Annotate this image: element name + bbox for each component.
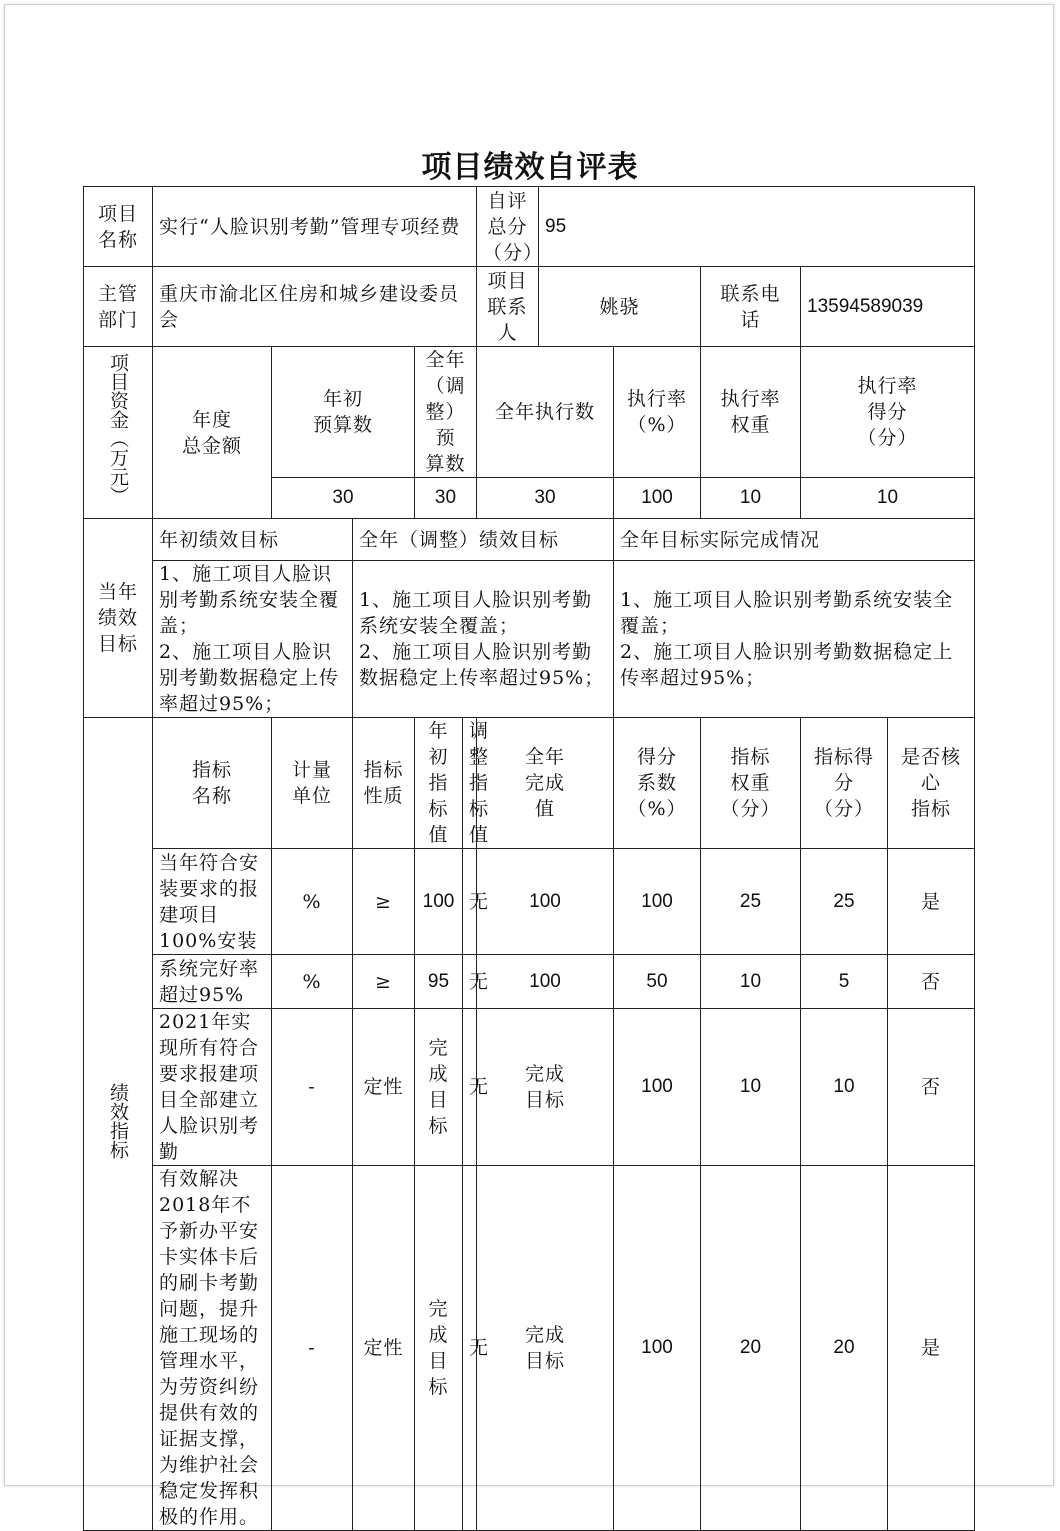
- goals-label: 当年 绩效 目标: [84, 519, 153, 718]
- indicator-row: [84, 1166, 975, 1531]
- goals-text-actual: 1、施工项目人脸识别考勤系统安装全覆盖； 2、施工项目人脸识别考勤数据稳定上传率超过95%；: [614, 561, 975, 718]
- self-score-label: 自评 总分 （分）: [477, 187, 539, 267]
- indicator-coef: 100: [614, 1009, 701, 1166]
- indicator-header-unit: 计量 单位: [272, 718, 353, 849]
- indicator-header-coef: 得分 系数 （%）: [614, 718, 701, 849]
- funds-label-cell: [84, 347, 153, 519]
- phone-label: 联系电 话: [701, 267, 801, 347]
- indicator-adjusted: 无: [463, 849, 477, 955]
- goals-header-adjusted: 全年（调整）绩效目标: [353, 519, 614, 561]
- evaluation-table: [83, 186, 975, 1531]
- funds-header-initial: 年初 预算数: [272, 347, 415, 478]
- project-row: [84, 187, 975, 267]
- funds-header-adjusted: 全年 （调整）预 算数: [415, 347, 477, 478]
- indicator-row: [84, 1009, 975, 1166]
- funds-header-rate: 执行率 （%）: [614, 347, 701, 478]
- funds-header-weight: 执行率 权重: [701, 347, 801, 478]
- indicator-row: [84, 849, 975, 955]
- indicators-header-row: [84, 718, 975, 849]
- indicator-initial: 完成 目标: [415, 1166, 463, 1531]
- indicator-nature: 定性: [353, 1166, 415, 1531]
- goals-header-row: [84, 519, 975, 561]
- indicator-unit: %: [272, 955, 353, 1009]
- funds-value-rate: 100: [614, 478, 701, 519]
- indicator-header-nature: 指标 性质: [353, 718, 415, 849]
- department-name: 重庆市渝北区住房和城乡建设委员会: [153, 267, 477, 347]
- funds-header-score: 执行率 得分 （分）: [801, 347, 975, 478]
- indicator-score: 25: [801, 849, 888, 955]
- funds-header-row: [84, 347, 975, 478]
- indicator-header-core: 是否核 心 指标: [888, 718, 975, 849]
- project-name-label: 项目 名称: [84, 187, 153, 267]
- indicator-coef: 50: [614, 955, 701, 1009]
- indicators-label-cell: [84, 718, 153, 1531]
- indicator-core: 是: [888, 1166, 975, 1531]
- self-score-value: 95: [539, 187, 975, 267]
- indicator-unit: %: [272, 849, 353, 955]
- funds-label: 项目资金（万元）: [107, 353, 129, 505]
- indicator-score: 5: [801, 955, 888, 1009]
- goals-header-actual: 全年目标实际完成情况: [614, 519, 975, 561]
- indicator-nature: 定性: [353, 1009, 415, 1166]
- indicator-completed: 100: [477, 849, 614, 955]
- indicator-weight: 25: [701, 849, 801, 955]
- indicator-adjusted: 无: [463, 955, 477, 1009]
- indicator-header-adjusted: 调整 指标 值: [463, 718, 477, 849]
- indicator-name: 系统完好率超过95%: [153, 955, 272, 1009]
- indicator-adjusted: 无: [463, 1009, 477, 1166]
- indicator-name: 当年符合安装要求的报建项目100%安装: [153, 849, 272, 955]
- phone-value: 13594589039: [801, 267, 975, 347]
- contact-label: 项目 联系 人: [477, 267, 539, 347]
- indicator-weight: 10: [701, 955, 801, 1009]
- funds-total-label: 年度 总金额: [153, 347, 272, 519]
- contact-name: 姚骁: [539, 267, 701, 347]
- indicator-unit: -: [272, 1166, 353, 1531]
- indicator-weight: 10: [701, 1009, 801, 1166]
- funds-value-weight: 10: [701, 478, 801, 519]
- indicator-header-score: 指标得 分 （分）: [801, 718, 888, 849]
- indicator-weight: 20: [701, 1166, 801, 1531]
- funds-value-executed: 30: [477, 478, 614, 519]
- department-row: [84, 267, 975, 347]
- indicator-initial: 95: [415, 955, 463, 1009]
- page-title: 项目绩效自评表: [421, 150, 639, 185]
- indicator-completed: 100: [477, 955, 614, 1009]
- department-label: 主管 部门: [84, 267, 153, 347]
- indicator-score: 20: [801, 1166, 888, 1531]
- indicator-name: 2021年实现所有符合要求报建项目全部建立人脸识别考勤: [153, 1009, 272, 1166]
- indicator-nature: ≥: [353, 955, 415, 1009]
- goals-text-row: [84, 561, 975, 718]
- funds-value-adjusted: 30: [415, 478, 477, 519]
- indicator-core: 是: [888, 849, 975, 955]
- project-name: 实行“人脸识别考勤”管理专项经费: [153, 187, 477, 267]
- indicator-name: 有效解决2018年不予新办平安卡实体卡后的刷卡考勤问题，提升施工现场的管理水平，为劳资纠纷提供有效的证据支撑，为维护社会稳定发挥积极的作用。: [153, 1166, 272, 1531]
- indicator-row: [84, 955, 975, 1009]
- funds-value-initial: 30: [272, 478, 415, 519]
- indicator-initial: 完成 目标: [415, 1009, 463, 1166]
- indicator-score: 10: [801, 1009, 888, 1166]
- indicator-adjusted: 无: [463, 1166, 477, 1531]
- indicators-label: 绩效指标: [107, 1082, 129, 1159]
- indicator-unit: -: [272, 1009, 353, 1166]
- indicator-header-initial: 年初 指标 值: [415, 718, 463, 849]
- indicator-header-name: 指标 名称: [153, 718, 272, 849]
- indicator-initial: 100: [415, 849, 463, 955]
- indicator-core: 否: [888, 1009, 975, 1166]
- funds-header-executed: 全年执行数: [477, 347, 614, 478]
- indicator-header-completed: 全年 完成 值: [477, 718, 614, 849]
- indicator-coef: 100: [614, 1166, 701, 1531]
- indicator-coef: 100: [614, 849, 701, 955]
- indicator-nature: ≥: [353, 849, 415, 955]
- goals-text-adjusted: 1、施工项目人脸识别考勤系统安装全覆盖； 2、施工项目人脸识别考勤数据稳定上传率超过95%；: [353, 561, 614, 718]
- indicator-completed: 完成 目标: [477, 1166, 614, 1531]
- goals-header-initial: 年初绩效目标: [153, 519, 353, 561]
- goals-text-initial: 1、施工项目人脸识别考勤系统安装全覆盖； 2、施工项目人脸识别考勤数据稳定上传率超过95%；: [153, 561, 353, 718]
- indicator-header-weight: 指标 权重 （分）: [701, 718, 801, 849]
- indicator-core: 否: [888, 955, 975, 1009]
- indicator-completed: 完成 目标: [477, 1009, 614, 1166]
- funds-value-score: 10: [801, 478, 975, 519]
